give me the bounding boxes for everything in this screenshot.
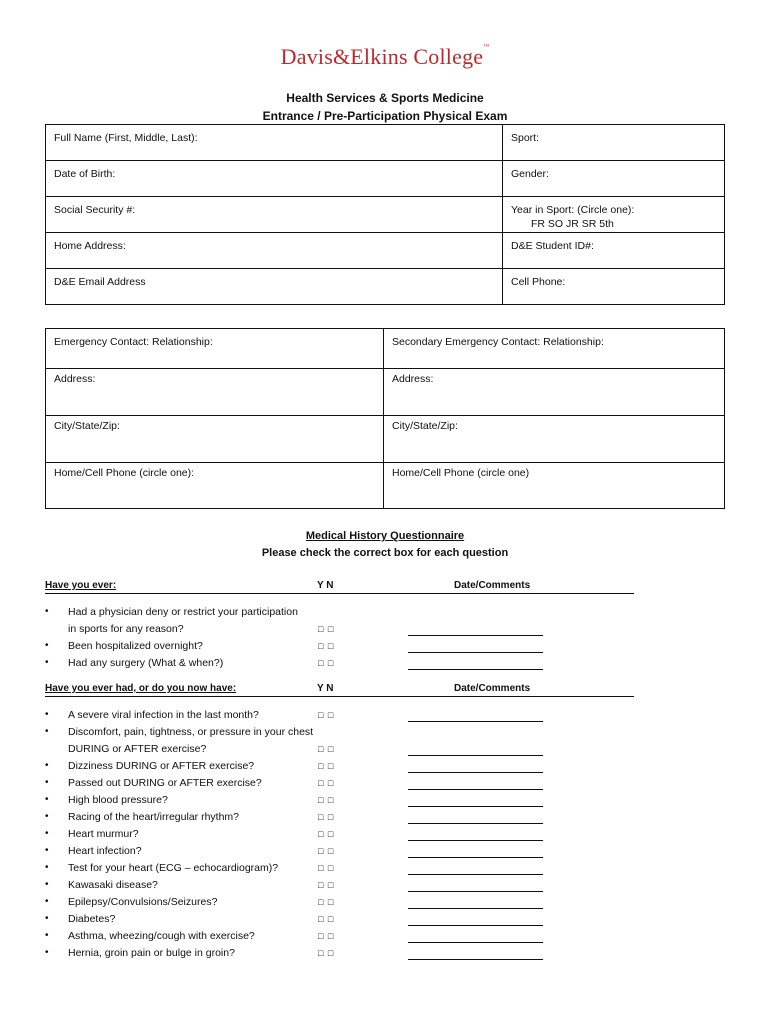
date-comments-field[interactable] xyxy=(408,942,543,943)
bullet-icon: • xyxy=(45,947,49,958)
question-text: Dizziness DURING or AFTER exercise? xyxy=(68,760,255,772)
date-comments-field[interactable] xyxy=(408,789,543,790)
comments-heading: Date/Comments xyxy=(454,683,531,694)
question-row xyxy=(0,811,770,827)
date-comments-field[interactable] xyxy=(408,857,543,858)
yes-no-checkboxes[interactable]: □ □ xyxy=(318,914,335,924)
question-text: A severe viral infection in the last month? xyxy=(68,709,259,721)
email-label: D&E Email Address xyxy=(54,276,146,288)
ec-address-label: Address: xyxy=(54,373,96,385)
date-comments-field[interactable] xyxy=(408,959,543,960)
logo-tm: ™ xyxy=(483,44,490,50)
full-name-field[interactable] xyxy=(46,125,503,161)
question-text: Passed out DURING or AFTER exercise? xyxy=(68,777,262,789)
student-info-table xyxy=(45,124,725,305)
question-text: Hernia, groin pain or bulge in groin? xyxy=(68,947,235,959)
student-id-label: D&E Student ID#: xyxy=(511,240,594,252)
question-text: Racing of the heart/irregular rhythm? xyxy=(68,811,239,823)
section-heading: Have you ever had, or do you now have: xyxy=(45,683,237,694)
sport-field[interactable] xyxy=(503,125,725,161)
question-row xyxy=(0,726,770,742)
ec-address-field[interactable] xyxy=(46,369,384,416)
yes-no-checkboxes[interactable]: □ □ xyxy=(318,658,335,668)
sec-city-field[interactable] xyxy=(384,416,725,463)
bullet-icon: • xyxy=(45,606,49,617)
yes-no-checkboxes[interactable]: □ □ xyxy=(318,846,335,856)
question-text: Test for your heart (ECG – echocardiogram)? xyxy=(68,862,279,874)
question-row xyxy=(0,760,770,776)
ec-city-field[interactable] xyxy=(46,416,384,463)
dob-field[interactable] xyxy=(46,161,503,197)
sec-phone-label: Home/Cell Phone (circle one) xyxy=(392,467,530,479)
bullet-icon: • xyxy=(45,709,49,720)
bullet-icon: • xyxy=(45,913,49,924)
sec-phone-field[interactable] xyxy=(384,463,725,509)
sec-address-field[interactable] xyxy=(384,369,725,416)
question-row xyxy=(0,640,770,656)
gender-label: Gender: xyxy=(511,168,549,180)
date-comments-field[interactable] xyxy=(408,669,543,670)
question-row xyxy=(0,743,770,759)
yes-no-checkboxes[interactable]: □ □ xyxy=(318,624,335,634)
date-comments-field[interactable] xyxy=(408,840,543,841)
full-name-label: Full Name (First, Middle, Last): xyxy=(54,132,198,144)
section-header-have-you-ever xyxy=(45,580,634,594)
yes-no-checkboxes[interactable]: □ □ xyxy=(318,744,335,754)
cell-phone-field[interactable] xyxy=(503,269,725,305)
question-row xyxy=(0,845,770,861)
question-text: Had a physician deny or restrict your participation xyxy=(68,606,298,618)
question-text: Heart infection? xyxy=(68,845,142,857)
gender-field[interactable] xyxy=(503,161,725,197)
question-text: Been hospitalized overnight? xyxy=(68,640,203,652)
date-comments-field[interactable] xyxy=(408,772,543,773)
home-address-label: Home Address: xyxy=(54,240,126,252)
yes-no-checkboxes[interactable]: □ □ xyxy=(318,863,335,873)
ec-phone-label: Home/Cell Phone (circle one): xyxy=(54,467,195,479)
bullet-icon: • xyxy=(45,896,49,907)
sport-label: Sport: xyxy=(511,132,540,144)
question-row xyxy=(0,930,770,946)
yes-no-checkboxes[interactable]: □ □ xyxy=(318,829,335,839)
yes-no-checkboxes[interactable]: □ □ xyxy=(318,948,335,958)
yes-no-checkboxes[interactable]: □ □ xyxy=(318,795,335,805)
bullet-icon: • xyxy=(45,777,49,788)
question-text: Discomfort, pain, tightness, or pressure in your chest xyxy=(68,726,314,738)
question-row xyxy=(0,879,770,895)
emergency-contact-field[interactable] xyxy=(46,329,384,369)
question-row xyxy=(0,606,770,622)
question-text: in sports for any reason? xyxy=(68,623,184,635)
question-row xyxy=(0,913,770,929)
yes-no-checkboxes[interactable]: □ □ xyxy=(318,778,335,788)
secondary-contact-label: Secondary Emergency Contact: Relationship: xyxy=(392,336,604,348)
yn-heading: Y N xyxy=(317,580,334,591)
yes-no-checkboxes[interactable]: □ □ xyxy=(318,931,335,941)
yes-no-checkboxes[interactable]: □ □ xyxy=(318,641,335,651)
secondary-contact-field[interactable] xyxy=(384,329,725,369)
college-logo xyxy=(0,44,770,70)
year-options[interactable]: FR SO JR SR 5th xyxy=(531,218,614,230)
question-text: Asthma, wheezing/cough with exercise? xyxy=(68,930,255,942)
date-comments-field[interactable] xyxy=(408,823,543,824)
ec-phone-field[interactable] xyxy=(46,463,384,509)
bullet-icon: • xyxy=(45,760,49,771)
yes-no-checkboxes[interactable]: □ □ xyxy=(318,710,335,720)
page-title: Health Services & Sports Medicine xyxy=(286,91,484,105)
ssn-field[interactable] xyxy=(46,197,503,233)
yes-no-checkboxes[interactable]: □ □ xyxy=(318,761,335,771)
bullet-icon: • xyxy=(45,845,49,856)
bullet-icon: • xyxy=(45,794,49,805)
section-header-have-you-had xyxy=(45,683,634,697)
question-text: Epilepsy/Convulsions/Seizures? xyxy=(68,896,218,908)
emergency-contact-label: Emergency Contact: Relationship: xyxy=(54,336,213,348)
question-text: Kawasaki disease? xyxy=(68,879,158,891)
question-text: Heart murmur? xyxy=(68,828,139,840)
sec-address-label: Address: xyxy=(392,373,434,385)
comments-heading: Date/Comments xyxy=(454,580,531,591)
bullet-icon: • xyxy=(45,726,49,737)
bullet-icon: • xyxy=(45,828,49,839)
date-comments-field[interactable] xyxy=(408,874,543,875)
yn-heading: Y N xyxy=(317,683,334,694)
bullet-icon: • xyxy=(45,930,49,941)
bullet-icon: • xyxy=(45,640,49,651)
ec-city-label: City/State/Zip: xyxy=(54,420,120,432)
bullet-icon: • xyxy=(45,862,49,873)
date-comments-field[interactable] xyxy=(408,652,543,653)
question-text: High blood pressure? xyxy=(68,794,168,806)
bullet-icon: • xyxy=(45,879,49,890)
cell-phone-label: Cell Phone: xyxy=(511,276,566,288)
question-row xyxy=(0,896,770,912)
year-in-sport-field[interactable] xyxy=(503,197,725,233)
student-id-field[interactable] xyxy=(503,233,725,269)
question-row xyxy=(0,828,770,844)
section-heading: Have you ever: xyxy=(45,580,117,591)
question-row xyxy=(0,623,770,639)
date-comments-field[interactable] xyxy=(408,755,543,756)
question-text: Had any surgery (What & when?) xyxy=(68,657,224,669)
date-comments-field[interactable] xyxy=(408,806,543,807)
yes-no-checkboxes[interactable]: □ □ xyxy=(318,897,335,907)
medical-history-instructions: Please check the correct box for each question xyxy=(261,547,509,559)
bullet-icon: • xyxy=(45,657,49,668)
question-row xyxy=(0,794,770,810)
question-row xyxy=(0,709,770,725)
bullet-icon: • xyxy=(45,811,49,822)
date-comments-field[interactable] xyxy=(408,925,543,926)
medical-history-title: Medical History Questionnaire xyxy=(305,530,465,542)
question-text: DURING or AFTER exercise? xyxy=(68,743,207,755)
logo-text: Davis&Elkins College xyxy=(280,44,484,69)
question-row xyxy=(0,862,770,878)
date-comments-field[interactable] xyxy=(408,891,543,892)
date-comments-field[interactable] xyxy=(408,908,543,909)
yes-no-checkboxes[interactable]: □ □ xyxy=(318,812,335,822)
home-address-field[interactable] xyxy=(46,233,503,269)
question-row xyxy=(0,777,770,793)
question-row xyxy=(0,947,770,963)
sec-city-label: City/State/Zip: xyxy=(392,420,458,432)
question-text: Diabetes? xyxy=(68,913,116,925)
date-comments-field[interactable] xyxy=(408,635,543,636)
date-comments-field[interactable] xyxy=(408,721,543,722)
dob-label: Date of Birth: xyxy=(54,168,116,180)
year-in-sport-label: Year in Sport: (Circle one): xyxy=(511,204,635,216)
page-subtitle: Entrance / Pre-Participation Physical Exam xyxy=(262,109,508,123)
emergency-contact-table xyxy=(45,328,725,509)
ssn-label: Social Security #: xyxy=(54,204,136,216)
yes-no-checkboxes[interactable]: □ □ xyxy=(318,880,335,890)
question-row xyxy=(0,657,770,673)
email-field[interactable] xyxy=(46,269,503,305)
